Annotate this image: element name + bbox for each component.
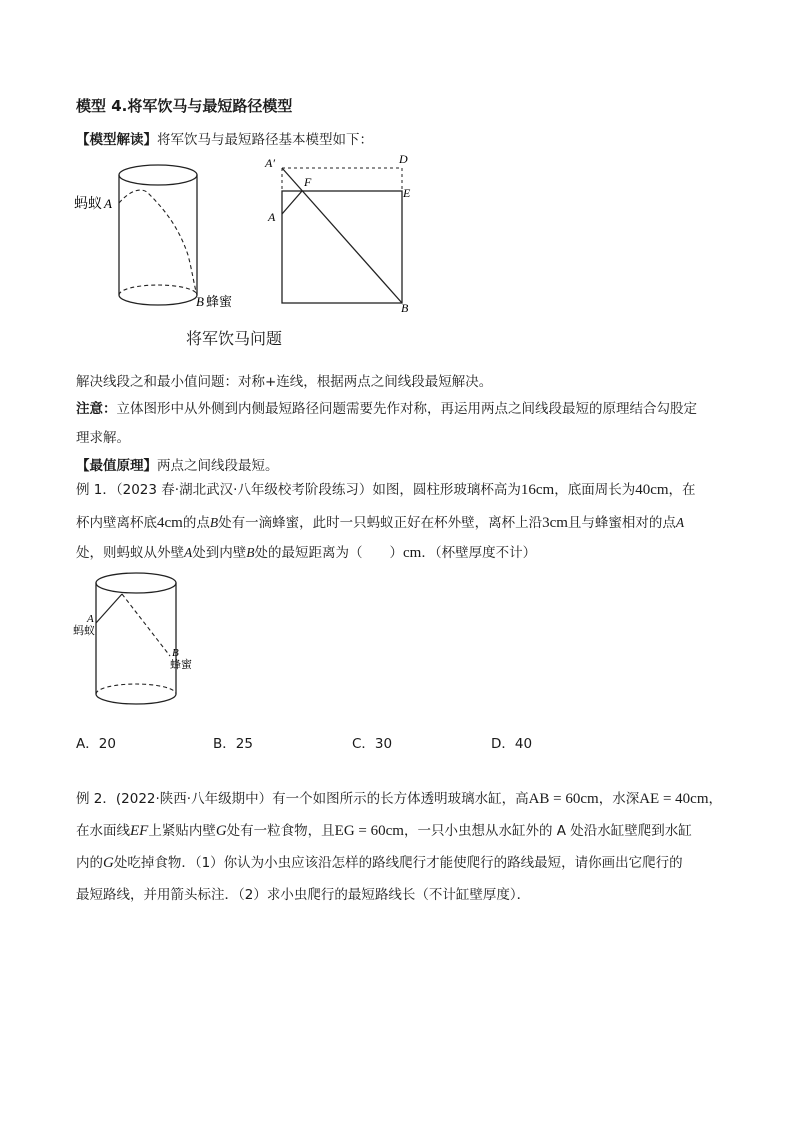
- principle-text: 两点之间线段最短。: [157, 458, 279, 474]
- fig2-label-a: A: [268, 210, 276, 224]
- example1-line-2: [76, 513, 684, 533]
- choice-c: C．30: [352, 736, 393, 752]
- ex1-text-1c: ，在: [668, 482, 696, 498]
- note-line-2: 理求解。: [76, 430, 130, 446]
- ex1-point-b-2: B: [246, 545, 255, 560]
- ex2-ae-value: AE = 40cm: [639, 791, 709, 807]
- ex1-text-1a: 例 1．（2023 春·湖北武汉·八年级校考阶段练习）如图，圆柱形玻璃杯高为: [76, 482, 521, 498]
- ex1-text-2d: 且与蜂蜜相对的点: [567, 515, 676, 531]
- fig2-label-e: E: [403, 186, 411, 200]
- example2-line-2: [76, 821, 692, 841]
- section-title: 模型 4.将军饮马与最短路径模型: [76, 97, 293, 115]
- note-label: 注意：: [76, 401, 117, 417]
- cup-figure: [70, 566, 220, 716]
- ex1-text-2c: 处有一滴蜂蜜，此时一只蚂蚁正好在杯外壁，离杯上沿: [218, 515, 543, 531]
- ex1-text-3c: 处的最短距离为（ ）: [254, 545, 403, 561]
- example2-line-4: 最短路线，并用箭头标注．（2）求小虫爬行的最短路线长（不计缸壁厚度）．: [76, 887, 531, 903]
- ex1-point-b: B: [209, 515, 219, 530]
- ex2-text-2b: 上紧贴内壁: [148, 823, 216, 839]
- ex1-height-value: 16cm: [520, 482, 555, 498]
- cylinder-figure-1-svg: [70, 155, 233, 325]
- solve-line: 解决线段之和最小值问题：对称+连线，根据两点之间线段最短解决。: [76, 374, 493, 390]
- example2-line-3: [76, 853, 683, 873]
- fig1-point-a: A: [104, 196, 112, 211]
- example1-line-1: [76, 480, 696, 500]
- ex1-point-a: A: [675, 515, 685, 530]
- cup-ant-label: 蚂蚁: [73, 625, 95, 637]
- ex2-text-2c: 处有一粒食物，且: [226, 823, 335, 839]
- ex1-distance-top-value: 3cm: [542, 515, 568, 531]
- example2-line-1: [76, 789, 722, 809]
- ex2-eg-value: EG = 60cm: [334, 823, 404, 839]
- ex2-text-1c: ，: [708, 791, 722, 807]
- ex2-text-1b: ，水深: [598, 791, 640, 807]
- ex1-point-a-2: A: [184, 545, 193, 560]
- ex2-text-3b: 处吃掉食物．（1）你认为小虫应该沿怎样的路线爬行才能使爬行的路线最短，请你画出它爬行的: [113, 855, 683, 871]
- ex2-ef: EF: [130, 823, 149, 839]
- ex2-g: G: [215, 823, 227, 839]
- cylinder-figure-1: [70, 155, 233, 325]
- cup-figure-svg: [70, 566, 220, 716]
- ex1-text-1b: ，底面周长为: [554, 482, 636, 498]
- fig2-label-d: D: [399, 152, 408, 166]
- general-horse-figure: [262, 150, 422, 320]
- cup-honey-label: 蜂蜜: [170, 659, 192, 671]
- ex1-text-3b: 处到内壁: [192, 545, 247, 561]
- fig2-caption: 将军饮马问题: [186, 329, 283, 348]
- principle-label: 【最值原理】: [76, 458, 157, 474]
- cup-point-a: A: [87, 613, 94, 625]
- ex2-text-3a: 内的: [76, 855, 103, 871]
- ex1-circumference-value: 40cm: [635, 482, 669, 498]
- fig1-point-b: B: [196, 294, 204, 309]
- ex2-g-2: G: [103, 855, 114, 871]
- choice-a: A．20: [76, 736, 116, 752]
- ex1-text-2b: 的点: [182, 515, 210, 531]
- ex1-unit: cm: [403, 545, 422, 561]
- ex1-distance-bottom-value: 4cm: [157, 515, 183, 531]
- ex2-text-1a: 例 2．(2022·陕西·八年级期中）有一个如图所示的长方体透明玻璃水缸，高: [76, 791, 529, 807]
- ex1-text-2a: 杯内壁离杯底: [76, 515, 157, 531]
- choice-b: B．25: [213, 736, 253, 752]
- note-text-1: 立体图形中从外侧到内侧最短路径问题需要先作对称，再运用两点之间线段最短的原理结合勾股定: [116, 401, 697, 417]
- fig2-label-aprime: A′: [265, 156, 275, 170]
- note-line-1: [76, 399, 697, 419]
- fig1-ant-label: 蚂蚁: [74, 197, 102, 212]
- model-explain-text: 将军饮马与最短路径基本模型如下：: [157, 132, 373, 148]
- ex2-text-2a: 在水面线: [76, 823, 130, 839]
- model-explain-line: [76, 130, 373, 150]
- fig1-honey-label: 蜂蜜: [206, 294, 233, 309]
- ex1-text-3d: ．（杯壁厚度不计）: [421, 545, 537, 561]
- cup-point-b: B: [172, 647, 179, 659]
- general-horse-svg: [262, 150, 422, 320]
- model-explain-label: 【模型解读】: [76, 132, 157, 148]
- principle-line: [76, 456, 279, 476]
- ex2-text-2d: ，一只小虫想从水缸外的 A 处沿水缸壁爬到水缸: [403, 823, 692, 839]
- choice-d: D．40: [491, 736, 533, 752]
- fig2-label-b: B: [401, 301, 409, 315]
- ex1-text-3a: 处，则蚂蚁从外壁: [76, 545, 184, 561]
- fig2-label-f: F: [304, 175, 312, 189]
- ex2-ab-value: AB = 60cm: [528, 791, 599, 807]
- example1-line-3: [76, 543, 536, 563]
